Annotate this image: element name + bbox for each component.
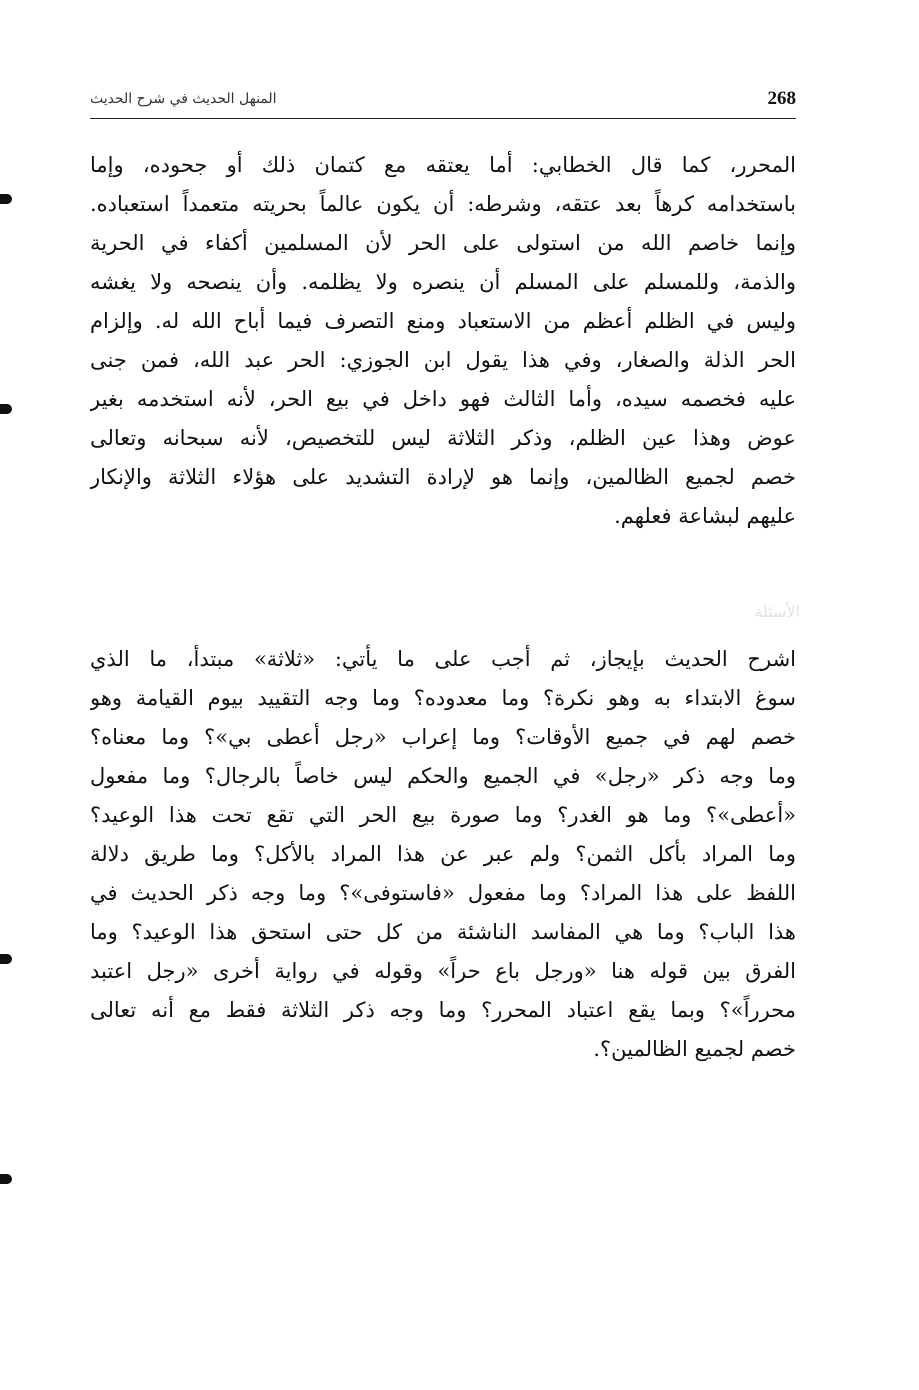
scan-edge-mark bbox=[0, 1174, 12, 1184]
scan-edge-mark bbox=[0, 954, 12, 964]
paragraph-line: وليس في الظلم أعظم من الاستعباد ومنع التصرف فيما أباح الله له. وإلزام bbox=[90, 309, 796, 333]
commentary-paragraph bbox=[90, 146, 796, 536]
paragraph-line: عليه فخصمه سيده، وأما الثالث فهو داخل في بيع الحر، لأنه استخدمه بغير bbox=[90, 387, 796, 411]
running-title: المنهل الحديث في شرح الحديث bbox=[90, 91, 277, 107]
paragraph-line: الحر الذلة والصغار، وفي هذا يقول ابن الجوزي: الحر عبد الله، فمن جنى bbox=[90, 348, 796, 372]
paragraph-line: اشرح الحديث بإيجاز، ثم أجب على ما يأتي: «ثلاثة» مبتدأ، ما الذي bbox=[90, 647, 796, 671]
paragraph-line: «أعطى»؟ وما هو الغدر؟ وما صورة بيع الحر التي تقع تحت هذا الوعيد؟ bbox=[90, 803, 796, 827]
paragraph-line: وإنما خاصم الله من استولى على الحر لأن المسلمين أكفاء في الحرية bbox=[90, 231, 796, 255]
paragraph-line: خصم لهم في جميع الأوقات؟ وما إعراب «رجل أعطى بي»؟ وما معناه؟ bbox=[90, 725, 796, 749]
scan-edge-mark bbox=[0, 404, 12, 414]
paragraph-line: وما المراد بأكل الثمن؟ ولم عبر عن هذا المراد بالأكل؟ وما طريق دلالة bbox=[90, 842, 796, 866]
paragraph-line: وما وجه ذكر «رجل» في الجميع والحكم ليس خاصاً بالرجال؟ وما مفعول bbox=[90, 764, 796, 788]
paragraph-line: عليهم لبشاعة فعلهم. bbox=[614, 504, 796, 528]
section-heading-mark: الأسئلة bbox=[754, 602, 800, 621]
paragraph-line: الفرق بين قوله هنا «ورجل باع حراً» وقوله في رواية أخرى «رجل اعتبد bbox=[90, 959, 796, 983]
scan-edge-mark bbox=[0, 194, 12, 204]
paragraph-line: سوغ الابتداء به وهو نكرة؟ وما معدوده؟ وما وجه التقييد بيوم القيامة وهو bbox=[90, 686, 796, 710]
paragraph-line: هذا الباب؟ وما هي المفاسد الناشئة من كل حتى استحق هذا الوعيد؟ وما bbox=[90, 920, 796, 944]
paragraph-line: خصم لجميع الظالمين؟. bbox=[593, 1037, 796, 1061]
header-rule bbox=[90, 118, 796, 119]
questions-paragraph bbox=[90, 640, 796, 1069]
page-header bbox=[90, 86, 796, 120]
page-number: 268 bbox=[767, 88, 796, 109]
paragraph-line: والذمة، وللمسلم على المسلم أن ينصره ولا يظلمه. وأن ينصحه ولا يغشه bbox=[90, 270, 796, 294]
paragraph-line: اللفظ على هذا المراد؟ وما مفعول «فاستوفى»؟ وما وجه ذكر الحديث في bbox=[90, 881, 796, 905]
paragraph-line: باستخدامه كرهاً بعد عتقه، وشرطه: أن يكون عالماً بحريته متعمداً استعباده. bbox=[90, 192, 796, 216]
paragraph-line: خصم لجميع الظالمين، وإنما هو لإرادة التشديد على هؤلاء الثلاثة والإنكار bbox=[90, 465, 796, 489]
paragraph-line: محرراً»؟ وبما يقع اعتباد المحرر؟ وما وجه ذكر الثلاثة فقط مع أنه تعالى bbox=[90, 998, 796, 1022]
paragraph-line: المحرر، كما قال الخطابي: أما يعتقه مع كتمان ذلك أو جحوده، وإما bbox=[90, 153, 796, 177]
paragraph-line: عوض وهذا عين الظلم، وذكر الثلاثة ليس للتخصيص، لأنه سبحانه وتعالى bbox=[90, 426, 796, 450]
